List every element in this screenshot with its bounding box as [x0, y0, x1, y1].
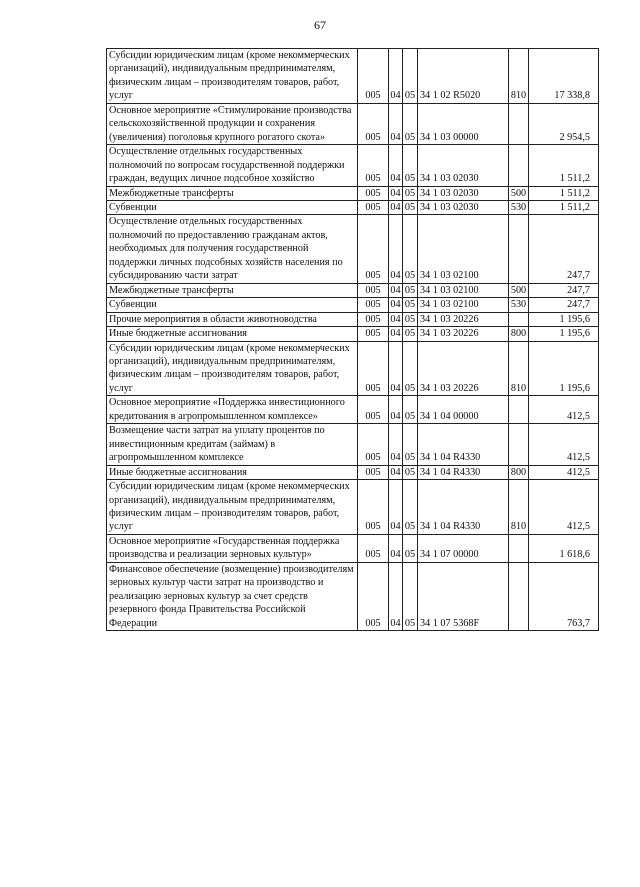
row-amount-cell: 1 511,2	[529, 186, 599, 200]
table-row	[107, 424, 599, 465]
row-name-cell: Основное мероприятие «Государственная поддержка производства и реализации зерновых культур»	[107, 534, 358, 562]
row-name-cell: Субсидии юридическим лицам (кроме некоммерческих организаций), индивидуальным предпринимателям, физическим лицам – производителям товаров, работ, услуг	[107, 49, 358, 104]
row-grbs-cell: 005	[358, 480, 389, 535]
row-expense-type-cell	[509, 396, 529, 424]
row-name-cell: Осуществление отдельных государственных полномочий по предоставлению гражданам актов, необходимых для получения государственной поддержки личных подсобных хозяйств населения по субсидированию части затрат	[107, 215, 358, 283]
table-row	[107, 103, 599, 144]
row-section-cell: 04	[389, 562, 403, 630]
row-name-cell: Осуществление отдельных государственных полномочий по вопросам государственной поддержки граждан, ведущих личное подсобное хозяйство	[107, 145, 358, 186]
row-section-cell: 04	[389, 396, 403, 424]
row-grbs-cell: 005	[358, 562, 389, 630]
row-target-article-cell: 34 1 07 00000	[418, 534, 509, 562]
row-subsection-cell: 05	[403, 341, 418, 396]
table-row	[107, 186, 599, 200]
row-amount-cell: 1 195,6	[529, 341, 599, 396]
row-expense-type-cell	[509, 312, 529, 326]
row-amount-cell: 412,5	[529, 424, 599, 465]
row-grbs-cell: 005	[358, 534, 389, 562]
row-name-cell: Основное мероприятие «Поддержка инвестиционного кредитования в агропромышленном комплексе»	[107, 396, 358, 424]
row-target-article-cell: 34 1 04 00000	[418, 396, 509, 424]
row-section-cell: 04	[390, 187, 401, 199]
row-grbs-cell: 005	[358, 186, 389, 200]
table-row	[107, 200, 599, 214]
row-grbs-cell: 005	[358, 312, 389, 326]
row-amount-cell: 247,7	[529, 298, 599, 312]
row-target-article-cell: 34 1 03 02100	[418, 215, 509, 283]
row-section-cell: 04	[390, 466, 401, 478]
row-grbs-cell: 005	[358, 396, 389, 424]
row-amount-cell: 17 338,8	[529, 49, 599, 104]
table-row	[107, 534, 599, 562]
row-name-cell: Субвенции	[107, 298, 358, 312]
row-expense-type-cell	[509, 103, 529, 144]
row-section-cell: 04	[390, 313, 401, 325]
row-subsection-cell: 05	[403, 312, 418, 326]
row-section-cell: 04	[390, 328, 401, 340]
row-expense-type-cell: 800	[509, 465, 529, 479]
row-amount-cell: 1 195,6	[529, 327, 599, 341]
row-amount-cell: 1 618,6	[529, 534, 599, 562]
table-row	[107, 327, 599, 341]
row-grbs-cell: 005	[358, 215, 389, 283]
budget-table-body	[107, 49, 599, 631]
row-target-article-cell: 34 1 03 20226	[418, 341, 509, 396]
row-grbs-cell: 005	[358, 49, 389, 104]
row-amount-cell: 1 511,2	[529, 200, 599, 214]
row-section-cell: 04	[390, 299, 401, 311]
row-subsection-cell: 05	[403, 186, 418, 200]
row-grbs-cell: 005	[358, 298, 389, 312]
row-grbs-cell: 005	[358, 145, 389, 186]
row-target-article-cell: 34 1 04 R4330	[418, 465, 509, 479]
row-subsection-cell: 05	[403, 145, 418, 186]
table-row	[107, 298, 599, 312]
row-grbs-cell: 005	[358, 103, 389, 144]
row-expense-type-cell	[509, 534, 529, 562]
row-section-cell: 04	[389, 103, 403, 144]
table-row	[107, 312, 599, 326]
row-subsection-cell: 05	[403, 103, 418, 144]
row-section-cell: 04	[389, 49, 403, 104]
row-target-article-cell: 34 1 04 R4330	[418, 424, 509, 465]
row-target-article-cell: 34 1 03 02100	[418, 298, 509, 312]
row-name-cell: Возмещение части затрат на уплату процентов по инвестиционным кредитам (займам) в агропромышленном комплексе	[107, 424, 358, 465]
row-amount-cell: 412,5	[529, 396, 599, 424]
table-row	[107, 480, 599, 535]
row-name-cell: Субвенции	[107, 200, 358, 214]
row-amount-cell: 763,7	[529, 562, 599, 630]
row-section-cell: 04	[390, 201, 401, 213]
row-subsection-cell: 05	[403, 215, 418, 283]
row-name-cell: Субсидии юридическим лицам (кроме некоммерческих организаций), индивидуальным предпринимателям, физическим лицам – производителям товаров, работ, услуг	[107, 341, 358, 396]
row-subsection-cell: 05	[403, 49, 418, 104]
row-target-article-cell: 34 1 04 R4330	[418, 480, 509, 535]
row-grbs-cell: 005	[358, 465, 389, 479]
row-amount-cell: 1 511,2	[529, 145, 599, 186]
row-expense-type-cell: 530	[509, 200, 529, 214]
row-section-cell: 04	[389, 424, 403, 465]
row-target-article-cell: 34 1 03 20226	[418, 327, 509, 341]
row-grbs-cell: 005	[358, 341, 389, 396]
row-target-article-cell: 34 1 03 20226	[418, 312, 509, 326]
row-subsection-cell: 05	[403, 396, 418, 424]
row-subsection-cell: 05	[403, 283, 418, 297]
row-name-cell: Финансовое обеспечение (возмещение) производителям зерновых культур части затрат на производство и реализацию зерновых культур за счет средств резервного фонда Правительства Российской Федерации	[107, 562, 358, 630]
row-section-cell: 04	[389, 534, 403, 562]
row-target-article-cell: 34 1 03 02030	[418, 186, 509, 200]
row-section-cell: 04	[390, 284, 401, 296]
row-expense-type-cell	[509, 424, 529, 465]
table-row	[107, 283, 599, 297]
page-number: 67	[314, 18, 326, 32]
row-amount-cell: 247,7	[529, 215, 599, 283]
row-expense-type-cell	[509, 145, 529, 186]
row-name-cell: Межбюджетные трансферты	[107, 186, 358, 200]
row-expense-type-cell: 810	[509, 480, 529, 535]
row-name-cell: Межбюджетные трансферты	[107, 283, 358, 297]
row-expense-type-cell: 810	[509, 341, 529, 396]
row-expense-type-cell: 810	[509, 49, 529, 104]
row-name-cell: Иные бюджетные ассигнования	[107, 465, 358, 479]
row-grbs-cell: 005	[358, 200, 389, 214]
row-target-article-cell: 34 1 03 02100	[418, 283, 509, 297]
row-name-cell: Прочие мероприятия в области животноводства	[107, 312, 358, 326]
row-subsection-cell: 05	[403, 480, 418, 535]
row-expense-type-cell: 500	[509, 186, 529, 200]
table-row	[107, 49, 599, 104]
row-amount-cell: 2 954,5	[529, 103, 599, 144]
row-subsection-cell: 05	[403, 534, 418, 562]
row-expense-type-cell: 530	[509, 298, 529, 312]
row-section-cell: 04	[389, 341, 403, 396]
row-amount-cell: 247,7	[529, 283, 599, 297]
row-subsection-cell: 05	[403, 298, 418, 312]
row-subsection-cell: 05	[403, 200, 418, 214]
row-target-article-cell: 34 1 07 5368F	[418, 562, 509, 630]
row-target-article-cell: 34 1 02 R5020	[418, 49, 509, 104]
row-target-article-cell: 34 1 03 02030	[418, 145, 509, 186]
row-target-article-cell: 34 1 03 00000	[418, 103, 509, 144]
row-expense-type-cell	[509, 215, 529, 283]
row-grbs-cell: 005	[358, 283, 389, 297]
row-subsection-cell: 05	[403, 465, 418, 479]
row-subsection-cell: 05	[403, 562, 418, 630]
row-section-cell: 04	[389, 145, 403, 186]
row-name-cell: Основное мероприятие «Стимулирование производства сельскохозяйственной продукции и сохранения (увеличения) поголовья крупного рогатого скота»	[107, 103, 358, 144]
row-name-cell: Иные бюджетные ассигнования	[107, 327, 358, 341]
row-section-cell: 04	[389, 480, 403, 535]
row-grbs-cell: 005	[358, 424, 389, 465]
table-row	[107, 215, 599, 283]
table-row	[107, 396, 599, 424]
table-row	[107, 562, 599, 630]
row-subsection-cell: 05	[403, 327, 418, 341]
row-amount-cell: 412,5	[529, 465, 599, 479]
table-row	[107, 145, 599, 186]
row-amount-cell: 1 195,6	[529, 312, 599, 326]
row-section-cell: 04	[389, 215, 403, 283]
row-name-cell: Субсидии юридическим лицам (кроме некоммерческих организаций), индивидуальным предпринимателям, физическим лицам – производителям товаров, работ, услуг	[107, 480, 358, 535]
row-expense-type-cell: 500	[509, 283, 529, 297]
row-amount-cell: 412,5	[529, 480, 599, 535]
table-row	[107, 341, 599, 396]
row-expense-type-cell: 800	[509, 327, 529, 341]
row-subsection-cell: 05	[403, 424, 418, 465]
table-row	[107, 465, 599, 479]
row-target-article-cell: 34 1 03 02030	[418, 200, 509, 214]
row-grbs-cell: 005	[358, 327, 389, 341]
budget-table	[106, 48, 599, 631]
row-expense-type-cell	[509, 562, 529, 630]
